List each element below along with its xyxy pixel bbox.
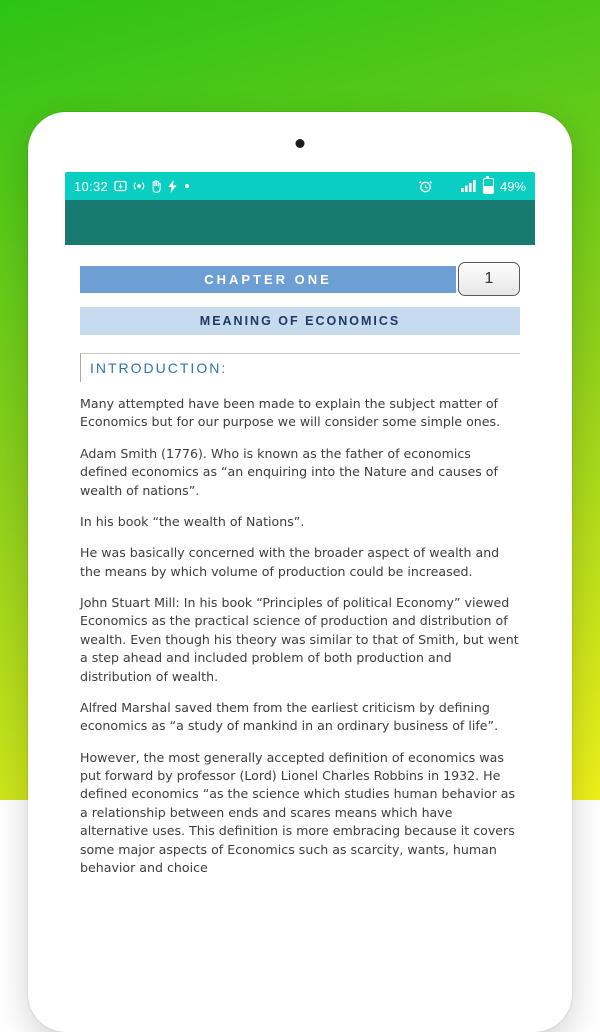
hotspot-icon [133, 180, 145, 192]
paragraph: Alfred Marshal saved them from the earliest criticism by defining economics as “a study of mankind in an ordinary business of life”. [80, 699, 499, 734]
paragraph: Many attempted have been made to explain the subject matter of Economics but for our purpose we will consider some simple ones. [80, 396, 501, 430]
paragraph: In his book “the wealth of Nations”. [80, 513, 305, 529]
palm-gesture-icon [151, 180, 162, 193]
screen [65, 172, 535, 1032]
paragraph: However, the most generally accepted definition of economics was put forward by professor (Lord) Lionel Charles Robbins in 1932. He defined economics “as the science which studies human behavior as a relationship between ends and scares means which have alternative uses. This definition is more embracing because it covers some major aspects of Economics such as scarcity, wants, human behavior and choice [80, 749, 516, 875]
notification-dot [185, 184, 189, 188]
status-bar-right [418, 178, 526, 194]
battery-icon [483, 178, 494, 194]
section-title-banner: MEANING OF ECONOMICS [80, 307, 520, 335]
page-number-box[interactable]: 1 [458, 262, 520, 296]
clock-time: 10:32 [74, 178, 109, 194]
app-toolbar [65, 200, 535, 245]
document-page [65, 245, 535, 877]
paragraph: Adam Smith (1776). Who is known as the father of economics defined economics as “an enquiring into the Nature and causes of wealth of nations”. [80, 445, 498, 498]
paragraph: John Stuart Mill: In his book “Principles of political Economy” viewed Economics as the practical science of production and distribution of wealth. Even though his theory was similar to that of Smith, but went a step ahead and included problem of both production and distribution of wealth. [80, 595, 519, 684]
alarm-icon [418, 179, 433, 193]
signal-icon [461, 180, 476, 192]
status-bar [65, 172, 535, 200]
status-bar-left [74, 179, 189, 194]
tablet-frame [28, 112, 572, 1032]
paragraph-list [80, 395, 520, 877]
front-camera [296, 139, 305, 148]
battery-percent: 49% [499, 178, 526, 194]
paragraph: He was basically concerned with the broader aspect of wealth and the means by which volume of production could be increased. [80, 545, 500, 579]
flash-icon [168, 180, 177, 193]
chapter-header-row [80, 262, 520, 296]
screen-capture-icon [114, 180, 127, 192]
chapter-banner: CHAPTER ONE [80, 266, 456, 293]
intro-heading: INTRODUCTION: [80, 353, 520, 382]
